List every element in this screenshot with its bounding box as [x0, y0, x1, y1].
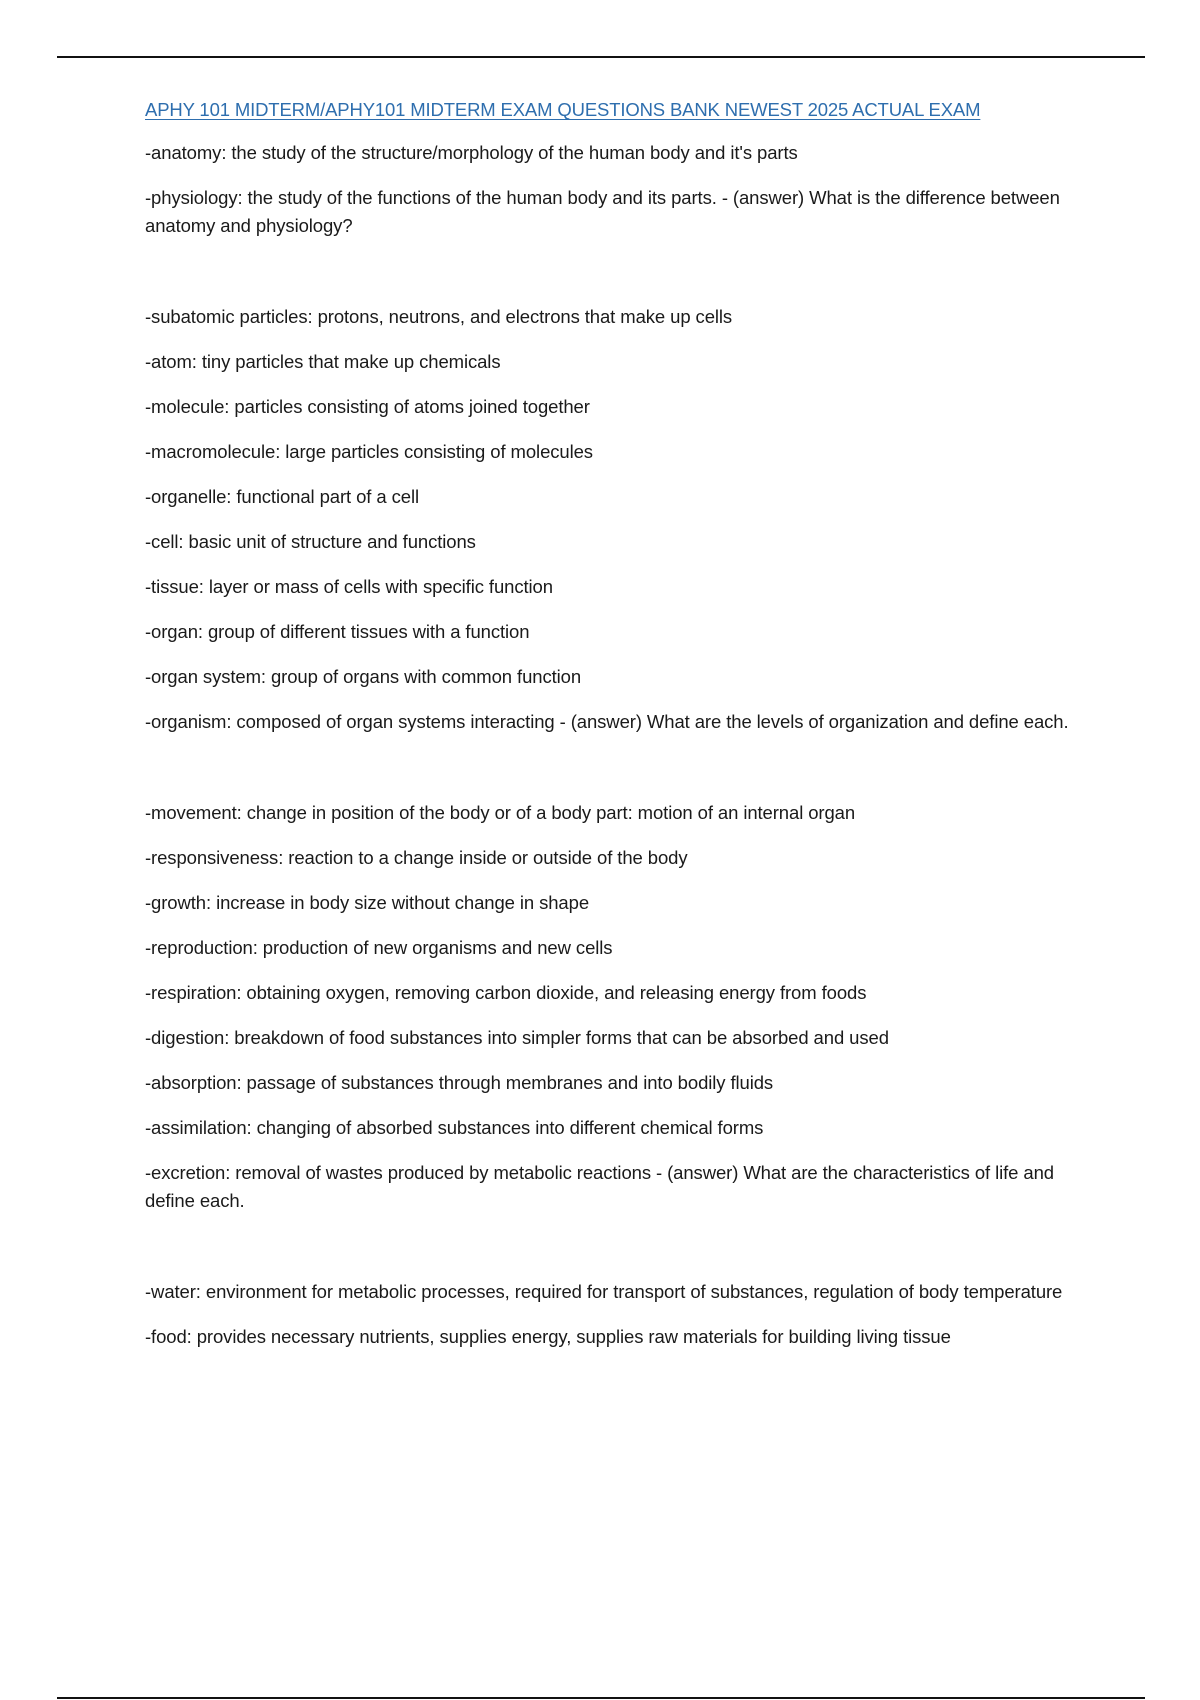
- definition-reproduction: -reproduction: production of new organisms and new cells: [145, 937, 613, 958]
- definition-organelle: -organelle: functional part of a cell: [145, 486, 419, 507]
- definition-subatomic-particles: -subatomic particles: protons, neutrons, and electrons that make up cells: [145, 306, 733, 327]
- section-anatomy-physiology: [145, 139, 1085, 240]
- definition-macromolecule: -macromolecule: large particles consisting of molecules: [145, 441, 593, 462]
- section-levels-of-organization: [145, 303, 1085, 736]
- definition-organ: -organ: group of different tissues with a function: [145, 621, 530, 642]
- definition-digestion: -digestion: breakdown of food substances into simpler forms that can be absorbed and used: [145, 1027, 889, 1048]
- document-body: [145, 98, 1085, 1368]
- section-characteristics-of-life: [145, 799, 1085, 1215]
- definition-respiration: -respiration: obtaining oxygen, removing carbon dioxide, and releasing energy from foods: [145, 982, 867, 1003]
- footer-rule: [57, 1697, 1145, 1699]
- definition-responsiveness: -responsiveness: reaction to a change inside or outside of the body: [145, 847, 688, 868]
- definition-food: -food: provides necessary nutrients, supplies energy, supplies raw materials for building living tissue: [145, 1326, 951, 1347]
- definition-excretion: -excretion: removal of wastes produced by metabolic reactions - (answer) What are the characteristics of life and define each.: [145, 1162, 1054, 1211]
- definition-movement: -movement: change in position of the body or of a body part: motion of an internal organ: [145, 802, 856, 823]
- definition-absorption: -absorption: passage of substances through membranes and into bodily fluids: [145, 1072, 774, 1093]
- definition-molecule: -molecule: particles consisting of atoms joined together: [145, 396, 590, 417]
- definition-cell: -cell: basic unit of structure and functions: [145, 531, 476, 552]
- definition-tissue: -tissue: layer or mass of cells with specific function: [145, 576, 553, 597]
- definition-growth: -growth: increase in body size without change in shape: [145, 892, 590, 913]
- definition-water: -water: environment for metabolic processes, required for transport of substances, regulation of body temperature: [145, 1281, 1063, 1302]
- definition-organ-system: -organ system: group of organs with common function: [145, 666, 582, 687]
- document-title-link[interactable]: APHY 101 MIDTERM/APHY101 MIDTERM EXAM QUESTIONS BANK NEWEST 2025 ACTUAL EXAM: [145, 99, 981, 120]
- definition-organism: -organism: composed of organ systems interacting - (answer) What are the levels of organization and define each.: [145, 711, 1069, 732]
- section-spacer: [145, 257, 1085, 303]
- header-rule: [57, 56, 1145, 58]
- section-spacer: [145, 753, 1085, 799]
- definition-assimilation: -assimilation: changing of absorbed substances into different chemical forms: [145, 1117, 764, 1138]
- definition-atom: -atom: tiny particles that make up chemicals: [145, 351, 501, 372]
- definition-physiology: -physiology: the study of the functions of the human body and its parts. - (answer) What is the difference between anatomy and physiology?: [145, 187, 1060, 236]
- section-spacer: [145, 1232, 1085, 1278]
- section-requirements-of-organisms: [145, 1278, 1085, 1351]
- definition-anatomy: -anatomy: the study of the structure/morphology of the human body and it's parts: [145, 142, 798, 163]
